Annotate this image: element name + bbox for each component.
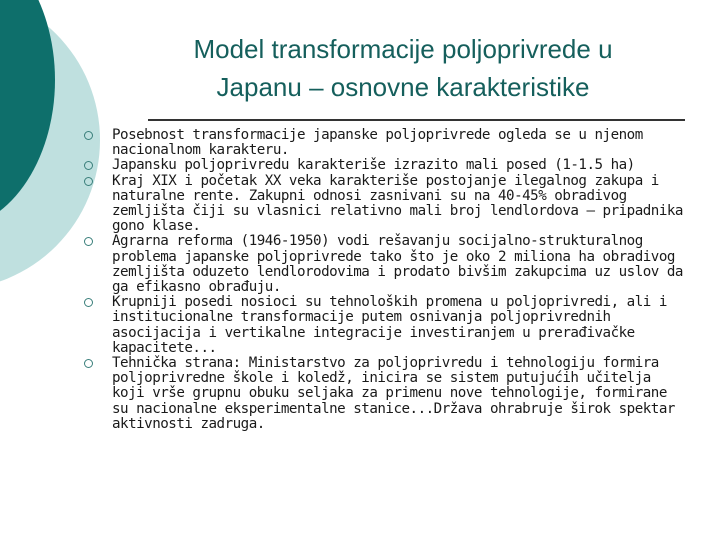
bullet-item: [84, 295, 690, 356]
bullet-list: [84, 128, 690, 432]
bullet-text: Japansku poljoprivredu karakteriše izrazito mali posed (1-1.5 ha): [112, 157, 635, 174]
slide-title: [118, 30, 688, 106]
title-divider: [148, 119, 685, 121]
bullet-item: [84, 128, 690, 158]
bullet-circle-icon: [84, 131, 93, 140]
bullet-circle-icon: [84, 237, 93, 246]
bullet-circle-icon: [84, 161, 93, 170]
bullet-circle-icon: [84, 298, 93, 307]
bullet-item: [84, 158, 690, 173]
bullet-text: Posebnost transformacije japanske poljoprivrede ogleda se u njenom nacionalnom karakteru.: [112, 127, 643, 159]
bullet-item: [84, 174, 690, 235]
slide-title-line-1: Model transformacije poljoprivrede u: [193, 34, 613, 64]
bullet-text: Tehnička strana: Ministarstvo za poljoprivredu i tehnologiju formira poljoprivredne škole i koledž, inicira se sistem putujućih učitelja koji vrše grupnu obuku seljaka za primenu nove tehnologije, formirane su nacionalne eksperimentalne stanice...Država ohrabruje širok spektar aktivnosti zadruga.: [112, 355, 675, 432]
bullet-circle-icon: [84, 177, 93, 186]
bullet-item: [84, 356, 690, 432]
bullet-text: Krupniji posedi nosioci su tehnoloških promena u poljoprivredi, ali i institucionalne transformacije putem osnivanja poljoprivrednih asocijacija i vertikalne integracije investiranjem u prerađivačke kapacitete...: [112, 294, 667, 356]
bullet-text: Agrarna reforma (1946-1950) vodi rešavanju socijalno-strukturalnog problema japanske poljoprivrede tako što je oko 2 miliona ha obradivog zemljišta oduzeto lendlorodovima i prodato bivšim zakupcima uz uslov da ga efikasno obrađuju.: [112, 233, 683, 296]
bullet-item: [84, 234, 690, 295]
bullet-circle-icon: [84, 359, 93, 368]
slide-title-line-2: Japanu – osnovne karakteristike: [216, 72, 590, 102]
bullet-text: Kraj XIX i početak XX veka karakteriše postojanje ilegalnog zakupa i naturalne rente. Zakupni odnosi zasnivani su na 40-45% obradivog zemljišta čiji su vlasnici relativno mali broj lendlordova – pripadnika gono klase.: [112, 172, 683, 235]
